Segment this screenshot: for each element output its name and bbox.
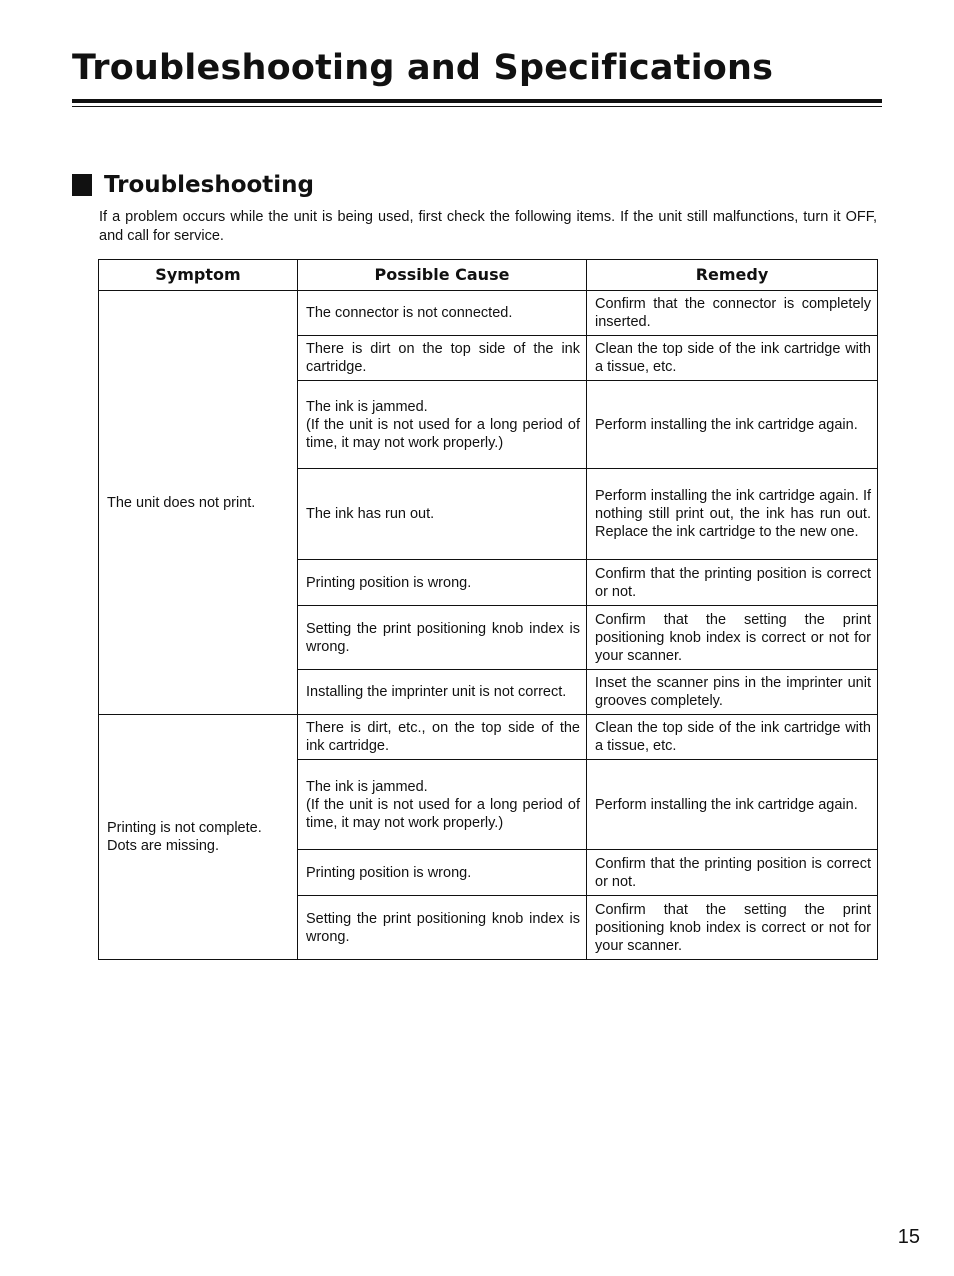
cause-cell: Setting the print positioning knob index is wrong.	[298, 896, 587, 960]
title-rule-thin	[72, 106, 882, 107]
section-heading	[72, 172, 314, 198]
remedy-cell: Confirm that the printing position is correct or not.	[587, 560, 878, 606]
cause-cell: Printing position is wrong.	[298, 850, 587, 896]
table-row	[99, 715, 878, 760]
remedy-cell: Clean the top side of the ink cartridge with a tissue, etc.	[587, 715, 878, 760]
remedy-cell: Perform installing the ink cartridge again. If nothing still print out, the ink has run out. Replace the ink cartridge to the new one.	[587, 469, 878, 560]
cause-cell: The ink is jammed. (If the unit is not used for a long period of time, it may not work properly.)	[298, 760, 587, 850]
intro-paragraph: If a problem occurs while the unit is being used, first check the following items. If the unit still malfunctions, turn it OFF, and call for service.	[99, 209, 877, 244]
remedy-cell: Confirm that the setting the print positioning knob index is correct or not for your scanner.	[587, 896, 878, 960]
page-title: Troubleshooting and Specifications	[72, 48, 774, 88]
cause-cell: There is dirt on the top side of the ink cartridge.	[298, 336, 587, 381]
cause-cell: Setting the print positioning knob index is wrong.	[298, 606, 587, 670]
remedy-cell: Clean the top side of the ink cartridge with a tissue, etc.	[587, 336, 878, 381]
cause-cell: The connector is not connected.	[298, 291, 587, 336]
cause-cell: There is dirt, etc., on the top side of the ink cartridge.	[298, 715, 587, 760]
header-symptom: Symptom	[99, 260, 298, 291]
header-possible-cause: Possible Cause	[298, 260, 587, 291]
header-remedy: Remedy	[587, 260, 878, 291]
remedy-cell: Perform installing the ink cartridge again.	[587, 381, 878, 469]
remedy-cell: Inset the scanner pins in the imprinter unit grooves completely.	[587, 670, 878, 715]
cause-cell: The ink is jammed. (If the unit is not used for a long period of time, it may not work properly.)	[298, 381, 587, 469]
remedy-cell: Confirm that the connector is completely inserted.	[587, 291, 878, 336]
page-number: 15	[897, 1226, 920, 1248]
cause-cell: Installing the imprinter unit is not correct.	[298, 670, 587, 715]
table-row	[99, 291, 878, 336]
remedy-cell: Perform installing the ink cartridge again.	[587, 760, 878, 850]
cause-cell: Printing position is wrong.	[298, 560, 587, 606]
square-bullet-icon	[72, 174, 92, 196]
cause-cell: The ink has run out.	[298, 469, 587, 560]
symptom-cell: The unit does not print.	[99, 291, 298, 715]
remedy-cell: Confirm that the setting the print positioning knob index is correct or not for your scanner.	[587, 606, 878, 670]
symptom-cell: Printing is not complete. Dots are missing.	[99, 715, 298, 960]
title-rule	[72, 99, 882, 103]
remedy-cell: Confirm that the printing position is correct or not.	[587, 850, 878, 896]
troubleshooting-table	[98, 259, 878, 960]
section-title: Troubleshooting	[104, 172, 315, 198]
table-header-row	[99, 260, 878, 291]
